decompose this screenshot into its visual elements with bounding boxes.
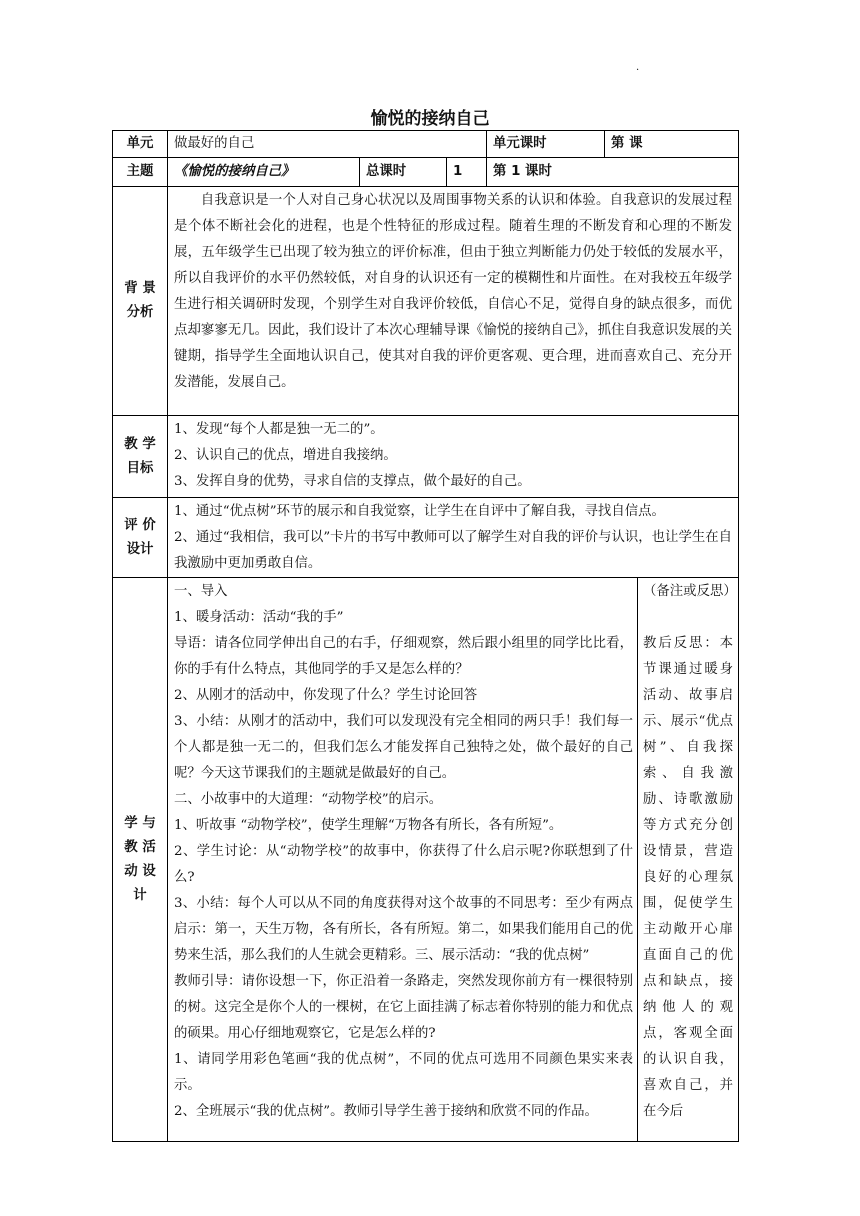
evaluation-item: 2、通过“我相信，我可以”卡片的书写中教师可以了解学生对自我的评价与认识，也让学生在自我激励中更加勇敢自信。 xyxy=(174,530,733,571)
activity-paragraph: 3、小结：每个人可以从不同的角度获得对这个故事的不同思考：至少有两点启示：第一，天生万物，各有所长，各有所短。第二，如果我们能用自己的优势来生活，那么我们的人生就会更精彩。三、展示活动：“我的优点树” xyxy=(174,896,634,963)
activity-paragraph: 2、学生讨论：从“动物学校”的故事中，你获得了什么启示呢?你联想到了什么? xyxy=(174,844,634,885)
unit-hours-label: 单元课时 xyxy=(487,131,605,158)
activity-paragraph: 2、从刚才的活动中，你发现了什么？学生讨论回答 xyxy=(174,688,478,703)
note-spacer xyxy=(643,605,733,631)
unit-label: 单元 xyxy=(113,131,168,158)
note-heading: （备注或反思） xyxy=(643,584,737,599)
unit-hours-value: 第 课 xyxy=(605,131,739,158)
lesson-number: 第 1 课时 xyxy=(487,158,739,187)
goal-item: 2、认识自己的优点，增进自我接纳。 xyxy=(174,448,397,463)
evaluation-item: 1、通过“优点树”环节的展示和自我觉察，让学生在自评中了解自我，寻找自信点。 xyxy=(174,504,665,519)
goal-item: 3、发挥自身的优势，寻求自信的支撑点，做个最好的自己。 xyxy=(174,474,531,489)
goals-label: 教 学 目标 xyxy=(113,416,168,498)
reflection-notes xyxy=(638,578,739,1142)
activity-paragraph: 导语：请各位同学伸出自己的右手，仔细观察，然后跟小组里的同学比比看，你的手有什么特点，其他同学的手又是怎么样的？ xyxy=(174,636,634,677)
row-unit xyxy=(113,131,739,158)
unit-value: 做最好的自己 xyxy=(168,131,487,158)
row-goals xyxy=(113,416,739,498)
evaluation-label: 评 价 设计 xyxy=(113,498,168,578)
activity-paragraph: 3、小结：从刚才的活动中，我们可以发现没有完全相同的两只手！我们每一个人都是独一无二的，但我们怎么才能发挥自己独特之处，做个最好的自己呢？今天这节课我们的主题就是做最好的自己。 xyxy=(174,714,634,781)
row-topic xyxy=(113,158,739,187)
activity-paragraph: 2、全班展示“我的优点树”。教师引导学生善于接纳和欣赏不同的作品。 xyxy=(174,1104,598,1119)
total-hours-label: 总课时 xyxy=(360,158,447,187)
document-title: 愉悦的接纳自己 xyxy=(370,109,490,129)
activity-paragraph: 1、请同学用彩色笔画“我的优点树”，不同的优点可选用不同颜色果实来表示。 xyxy=(174,1052,634,1093)
topic-value: 《愉悦的接纳自己》 xyxy=(168,158,360,187)
row-activities xyxy=(113,578,739,1142)
background-text: 自我意识是一个人对自己身心状况以及周围事物关系的认识和体验。自我意识的发展过程是个体不断社会化的进程，也是个性特征的形成过程。随着生理的不断发育和心理的不断发展，五年级学生已出现了较为独立的评价标准，但由于独立判断能力仍处于较低的发展水平，所以自我评价的水平仍然较低，对自身的认识还有一定的模糊性和片面性。在对我校五年级学生进行相关调研时发现，个别学生对自我评价较低，自信心不足，觉得自身的缺点很多，而优点却寥寥无几。因此，我们设计了本次心理辅导课《愉悦的接纳自己》，抓住自我意识发展的关键期，指导学生全面地认识自己，使其对自我的评价更客观、更合理，进而喜欢自己、充分开发潜能，发展自己。 xyxy=(168,187,739,416)
lesson-plan-table xyxy=(112,130,739,1142)
activity-paragraph: 二、小故事中的大道理：“动物学校”的启示。 xyxy=(174,792,443,807)
row-background xyxy=(113,187,739,416)
goals-list xyxy=(168,416,739,498)
activity-paragraph: 教师引导：请你设想一下，你正沿着一条路走，突然发现你前方有一棵很特别的树。这完全是你个人的一棵树，在它上面挂满了标志着你特别的能力和优点的硕果。用心仔细地观察它，它是怎么样的? xyxy=(174,974,634,1041)
topic-label: 主题 xyxy=(113,158,168,187)
row-evaluation xyxy=(113,498,739,578)
note-body: 教后反思：本节课通过暖身活动、故事启示、展示“优点树”、自我探索、自我激励、诗歌激励等方式充分创设情景，营造良好的心理氛围，促使学生主动敞开心扉直面自己的优点和缺点，接纳他人的观点，客观全面的认识自我，喜欢自己，并在今后 xyxy=(643,636,734,1119)
activity-paragraph: 1、暖身活动：活动“我的手” xyxy=(174,610,344,625)
activity-paragraph: 1、听故事 “动物学校”，使学生理解“万物各有所长，各有所短”。 xyxy=(174,818,563,833)
goal-item: 1、发现“每个人都是独一无二的”。 xyxy=(174,422,384,437)
activities-label: 学 与 教 活 动 设 计 xyxy=(113,578,168,1142)
activity-paragraph: 一、导入 xyxy=(174,584,228,599)
page-mark: . xyxy=(636,62,640,73)
evaluation-list xyxy=(168,498,739,578)
total-hours-value: 1 xyxy=(447,158,487,187)
background-label: 背 景 分析 xyxy=(113,187,168,416)
activities-body xyxy=(168,578,638,1142)
